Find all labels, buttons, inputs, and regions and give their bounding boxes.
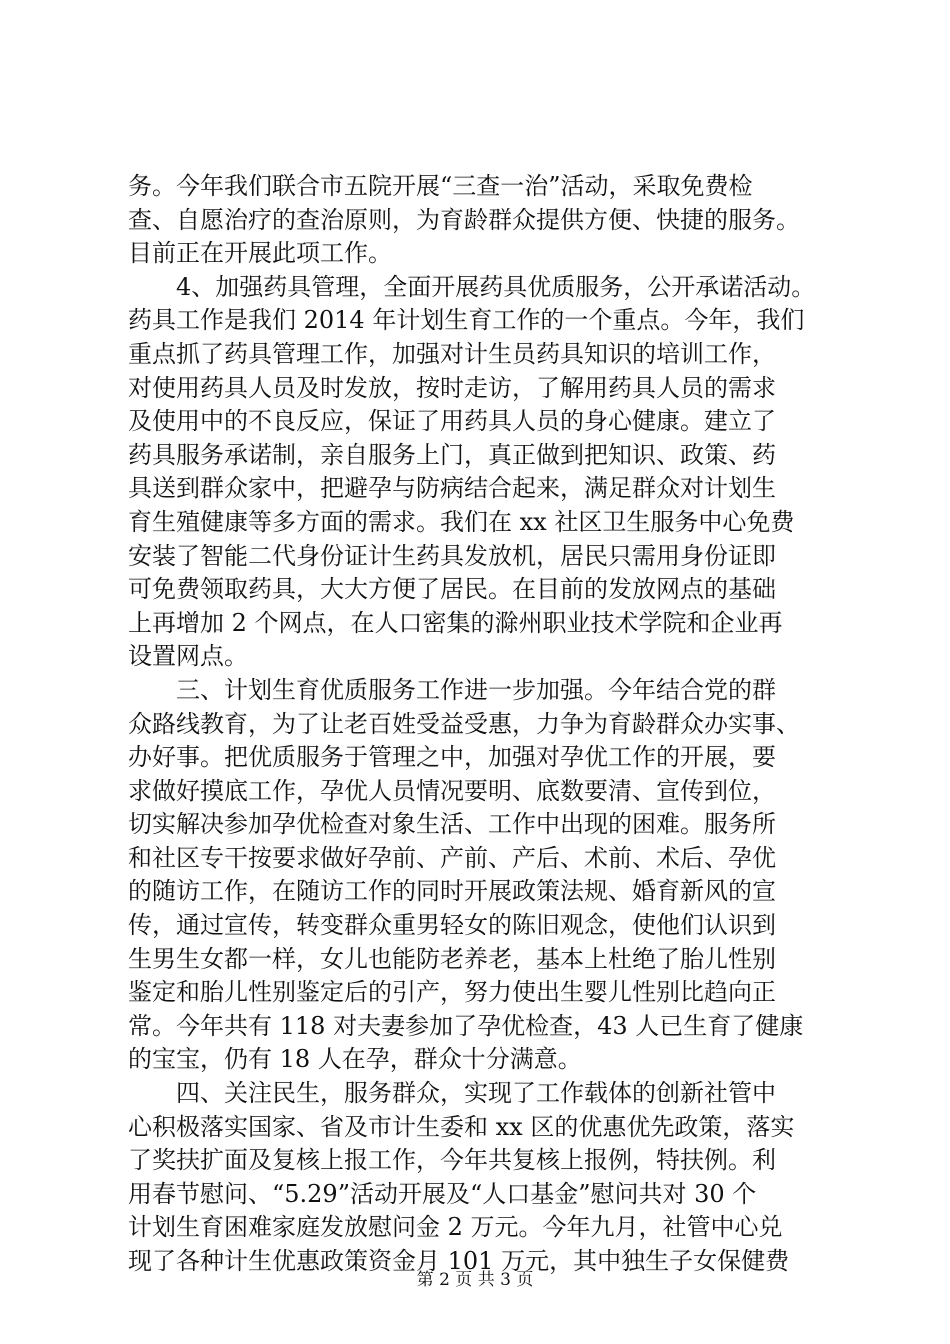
text-line: 育生殖健康等多方面的需求。我们在 xx 社区卫生服务中心免费 <box>128 507 795 536</box>
paragraph-start-line: 三、计划生育优质服务工作进一步加强。今年结合党的群 <box>176 675 776 704</box>
text-line: 安装了智能二代身份证计生药具发放机，居民只需用身份证即 <box>128 541 776 570</box>
text-line: 现了各种计生优惠政策资金月 101 万元，其中独生子女保健费 <box>128 1247 790 1275</box>
text-line: 众路线教育，为了让老百姓受益受惠，力争为育龄群众办实事、 <box>128 709 800 738</box>
text-line: 和社区专干按要求做好孕前、产前、产后、术前、术后、孕优 <box>128 843 776 872</box>
text-line: 的随访工作，在随访工作的同时开展政策法规、婚育新风的宣 <box>128 877 776 906</box>
text-line: 用春节慰问、“5.29”活动开展及“人口基金”慰问共对 30 个 <box>128 1179 757 1208</box>
text-line: 鉴定和胎儿性别鉴定后的引产，努力使出生婴儿性别比趋向正 <box>128 978 776 1007</box>
text-line: 了奖扶扩面及复核上报工作，今年共复核上报例，特扶例。利 <box>128 1146 776 1175</box>
text-line: 及使用中的不良反应，保证了用药具人员的身心健康。建立了 <box>128 407 776 436</box>
text-line: 对使用药具人员及时发放，按时走访，了解用药具人员的需求 <box>128 373 776 402</box>
document-body <box>128 170 828 1279</box>
text-line: 目前正在开展此项工作。 <box>128 239 392 268</box>
text-line: 查、自愿治疗的查治原则，为育龄群众提供方便、快捷的服务。 <box>128 205 800 234</box>
text-line: 重点抓了药具管理工作，加强对计生员药具知识的培训工作， <box>128 339 776 368</box>
text-line: 切实解决参加孕优检查对象生活、工作中出现的困难。服务所 <box>128 810 776 839</box>
text-line: 药具服务承诺制，亲自服务上门，真正做到把知识、政策、药 <box>128 440 776 469</box>
text-line: 药具工作是我们 2014 年计划生育工作的一个重点。今年，我们 <box>128 306 805 335</box>
text-line: 心积极落实国家、省及市计生委和 xx 区的优惠优先政策，落实 <box>128 1112 795 1141</box>
text-line: 务。今年我们联合市五院开展“三查一治”活动，采取免费检 <box>128 172 753 200</box>
paragraph-start-line: 4、加强药具管理，全面开展药具优质服务，公开承诺活动。 <box>176 272 816 301</box>
paragraph-start-line: 四、关注民生，服务群众，实现了工作载体的创新社管中 <box>176 1079 776 1108</box>
text-line: 上再增加 2 个网点，在人口密集的滁州职业技术学院和企业再 <box>128 608 783 637</box>
text-line: 常。今年共有 118 对夫妻参加了孕优检查，43 人已生育了健康 <box>128 1011 804 1040</box>
text-line: 可免费领取药具，大大方便了居民。在目前的发放网点的基础 <box>128 575 776 604</box>
text-line: 传，通过宣传，转变群众重男轻女的陈旧观念，使他们认识到 <box>128 911 776 940</box>
text-line: 办好事。把优质服务于管理之中，加强对孕优工作的开展，要 <box>128 743 776 772</box>
page-footer: 第 2 页 共 3 页 <box>416 1270 534 1290</box>
text-line: 的宝宝，仍有 18 人在孕，群众十分满意。 <box>128 1045 582 1074</box>
text-line: 具送到群众家中，把避孕与防病结合起来，满足群众对计划生 <box>128 474 776 503</box>
text-line: 生男生女都一样，女儿也能防老养老，基本上杜绝了胎儿性别 <box>128 944 776 973</box>
text-line: 计划生育困难家庭发放慰问金 2 万元。今年九月，社管中心兑 <box>128 1213 783 1242</box>
text-line: 求做好摸底工作，孕优人员情况要明、底数要清、宣传到位， <box>128 776 776 805</box>
text-line: 设置网点。 <box>128 642 248 671</box>
